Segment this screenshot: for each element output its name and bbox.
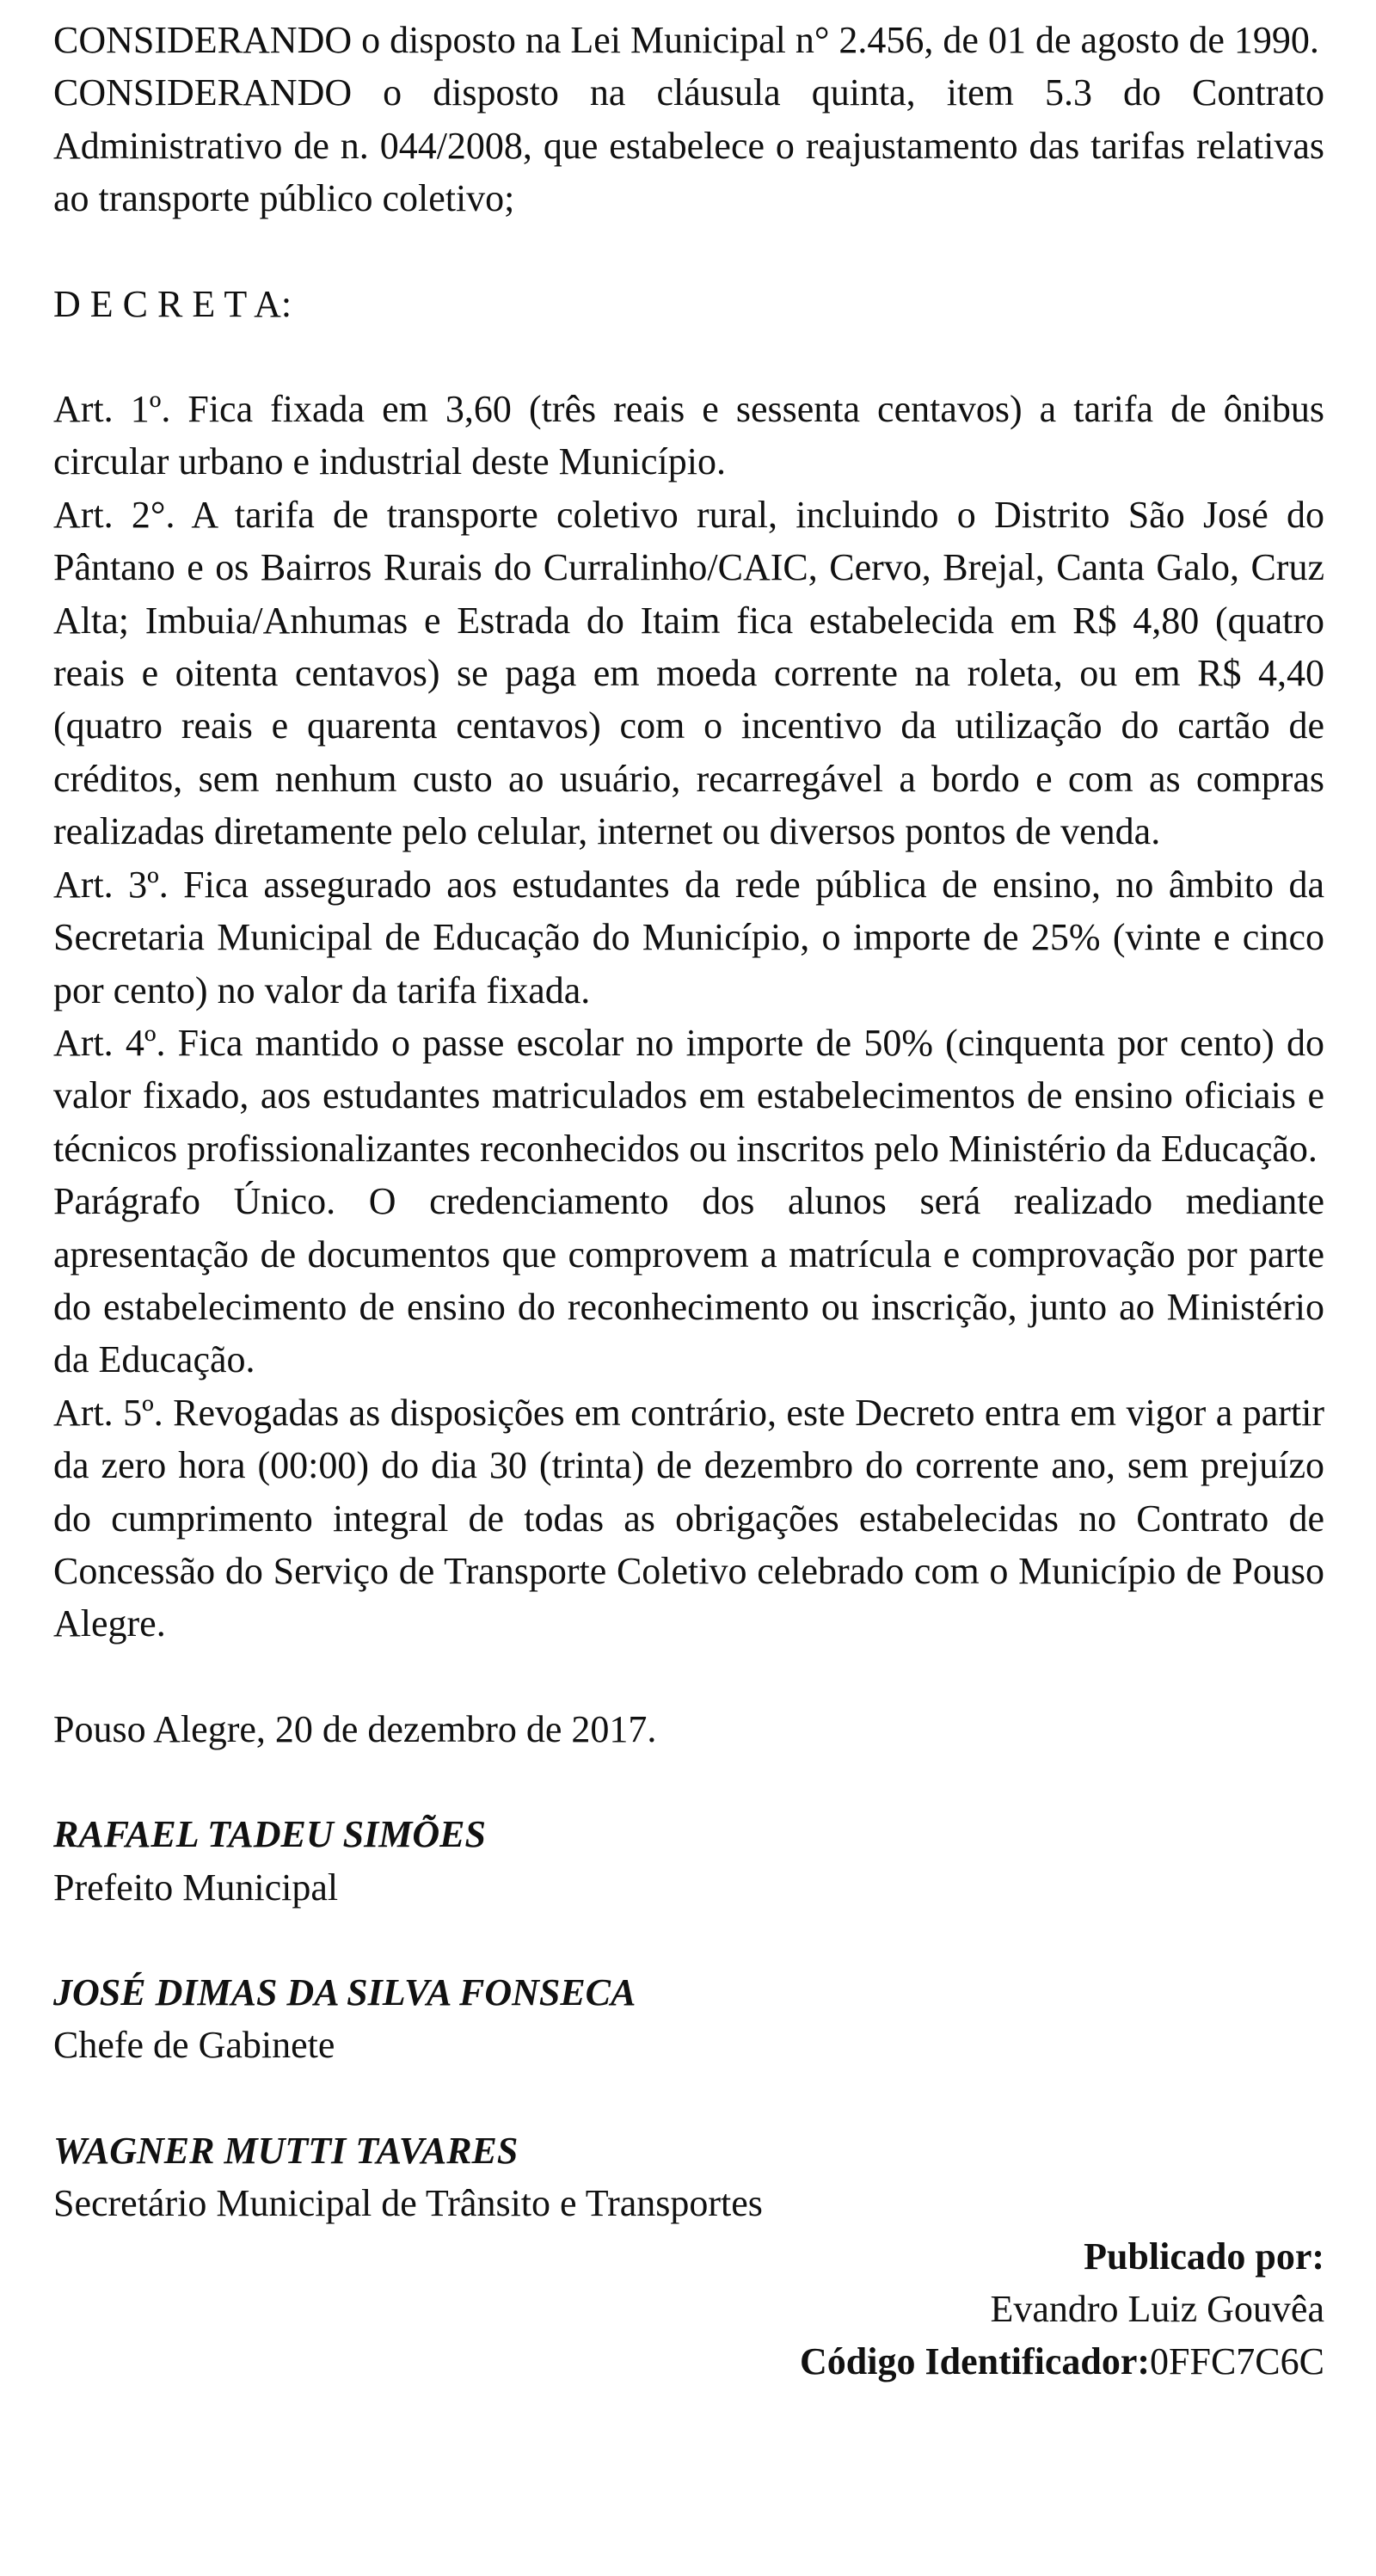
article-1: Art. 1º. Fica fixada em 3,60 (três reais e sessenta centavos) a tarifa de ônibus circular urbano e industrial deste Município.	[53, 388, 1324, 483]
published-by-label: Publicado por:	[1084, 2235, 1324, 2278]
paragrafo-unico: Parágrafo Único. O credenciamento dos alunos será realizado mediante apresentação de documentos que comprovem a matrícula e comprovação por parte do estabelecimento de ensino do reconhecimento ou inscrição, junto ao Ministério da Educação.	[53, 1180, 1324, 1381]
spacer	[53, 1651, 1324, 1703]
signatory-role: Prefeito Municipal	[53, 1866, 339, 1909]
identifier-code-value: 0FFC7C6C	[1150, 2340, 1324, 2383]
article-5: Art. 5º. Revogadas as disposições em contrário, este Decreto entra em vigor a partir da zero hora (00:00) do dia 30 (trinta) de dezembro do corrente ano, sem prejuízo do cumprimento integral de todas as obrigações estabelecidas no Contrato de Concessão do Serviço de Transporte Coletivo celebrado com o Município de Pouso Alegre.	[53, 1391, 1324, 1645]
decreta-heading: D E C R E T A:	[53, 282, 292, 325]
spacer	[53, 1755, 1324, 1808]
signatory-role: Chefe de Gabinete	[53, 2024, 335, 2067]
spacer	[53, 1914, 1324, 1966]
spacer	[53, 225, 1324, 278]
signatory-name: RAFAEL TADEU SIMÕES	[53, 1813, 486, 1856]
spacer	[53, 330, 1324, 383]
considerando-2: CONSIDERANDO o disposto na cláusula quinta, item 5.3 do Contrato Administrativo de n. 044/2008, que estabelece o reajustamento das tarifas relativas ao transporte público coletivo;	[53, 71, 1324, 220]
article-3: Art. 3º. Fica assegurado aos estudantes da rede pública de ensino, no âmbito da Secretaria Municipal de Educação do Município, o importe de 25% (vinte e cinco por cento) no valor da tarifa fixada.	[53, 863, 1324, 1011]
decree-document	[53, 14, 1324, 2388]
signatory-name: WAGNER MUTTI TAVARES	[53, 2129, 519, 2172]
signature-block-3	[53, 2124, 1324, 2230]
publication-block	[53, 2230, 1324, 2388]
article-4: Art. 4º. Fica mantido o passe escolar no importe de 50% (cinquenta por cento) do valor fixado, aos estudantes matriculados em estabelecimentos de ensino oficiais e técnicos profissionalizantes reconhecidos ou inscritos pelo Ministério da Educação.	[53, 1021, 1324, 1170]
signature-block-1	[53, 1808, 1324, 1914]
identifier-code	[53, 2335, 1324, 2388]
considerando-1: CONSIDERANDO o disposto na Lei Municipal n° 2.456, de 01 de agosto de 1990.	[53, 19, 1319, 61]
place-date: Pouso Alegre, 20 de dezembro de 2017.	[53, 1707, 657, 1750]
article-2: Art. 2°. A tarifa de transporte coletivo rural, incluindo o Distrito São José do Pântano e os Bairros Rurais do Curralinho/CAIC, Cervo, Brejal, Canta Galo, Cruz Alta; Imbuia/Anhumas e Estrada do Itaim fica estabelecida em R$ 4,80 (quatro reais e oitenta centavos) se paga em moeda corrente na roleta, ou em R$ 4,40 (quatro reais e quarenta centavos) com o incentivo da utilização do cartão de créditos, sem nenhum custo ao usuário, recarregável a bordo e com as compras realizadas diretamente pelo celular, internet ou diversos pontos de venda.	[53, 493, 1324, 853]
publisher-name: Evandro Luiz Gouvêa	[990, 2288, 1324, 2331]
signatory-role: Secretário Municipal de Trânsito e Transportes	[53, 2182, 763, 2225]
spacer	[53, 2072, 1324, 2124]
signatory-name: JOSÉ DIMAS DA SILVA FONSECA	[53, 1971, 636, 2013]
signature-block-2	[53, 1966, 1324, 2072]
identifier-code-label: Código Identificador:	[800, 2340, 1151, 2383]
